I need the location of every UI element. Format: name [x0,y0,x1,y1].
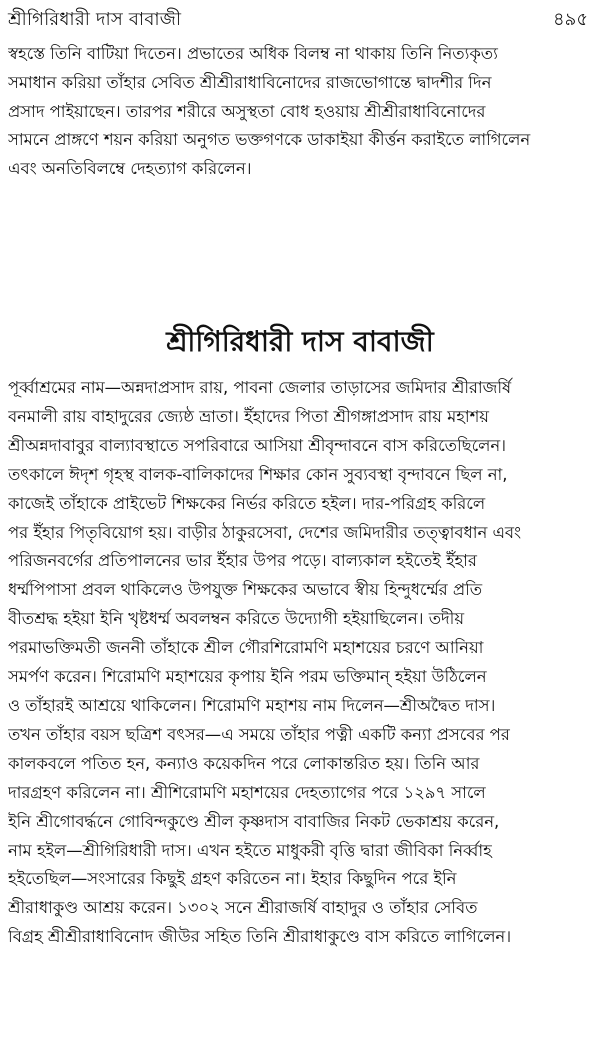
text-line: কালকবলে পতিত হন, কন্যাও কয়েকদিন পরে লোকান্তরিত হয়। তিনি আর [8,753,480,773]
text-line: শ্রীঅন্নদাবাবুর বাল্যাবস্থাতে সপরিবারে আসিয়া শ্রীবৃন্দাবনে বাস করিতেছিলেন। [8,435,507,455]
text-line: তখন তাঁহার বয়স ছত্রিশ বৎসর—এ সময়ে তাঁহার পত্নী একটি কন্যা প্রসবের পর [8,724,510,744]
text-line: পর ইঁহার পিতৃবিয়োগ হয়। বাড়ীর ঠাকুরসেবা, দেশের জমিদারীর তত্ত্বাবধান এবং [8,522,522,542]
text-line: সমর্পণ করেন। শিরোমণি মহাশয়ের কৃপায় ইনি পরম ভক্তিমান্ হইয়া উঠিলেন [8,667,487,687]
text-line: বিগ্রহ শ্রীশ্রীরাধাবিনোদ জীউর সহিত তিনি শ্রীরাধাকুণ্ডে বাস করিতে লাগিলেন। [8,927,512,947]
text-line: ইনি শ্রীগোবর্দ্ধনে গোবিন্দকুণ্ডে শ্রীল কৃষ্ণদাস বাবাজির নিকট ভেকাশ্রয় করেন, [8,811,500,831]
text-line: সমাধান করিয়া তাঁহার সেবিত শ্রীশ্রীরাধাবিনোদের রাজভোগান্তে দ্বাদশীর দিন [8,72,492,92]
section-heading: শ্রীগিরিধারী দাস বাবাজী [166,325,434,358]
text-line: ধর্ম্মপিপাসা প্রবল থাকিলেও উপযুক্ত শিক্ষকের অভাবে স্বীয় হিন্দুধর্ম্মের প্রতি [8,580,483,600]
text-line: শ্রীরাধাকুণ্ড আশ্রয় করেন। ১৩০২ সনে শ্রীরাজর্ষি বাহাদুর ও তাঁহার সেবিত [8,898,478,918]
text-line: হইতেছিল—সংসারের কিছুই গ্রহণ করিতেন না। ইহার কিছুদিন পরে ইনি [8,869,457,889]
text-line: সামনে প্রাঙ্গণে শয়ন করিয়া অনুগত ভক্তগণকে ডাকাইয়া কীর্ত্তন করাইতে লাগিলেন [8,130,531,150]
text-line: পরমাভক্তিমতী জননী তাঁহাকে শ্রীল গৌরশিরোমণি মহাশয়ের চরণে আনিয়া [8,638,484,658]
text-line: এবং অনতিবিলম্বে দেহত্যাগ করিলেন। [8,159,252,179]
page-number: ৪৯৫ [552,8,588,30]
text-line: কাজেই তাঁহাকে প্রাইভেট শিক্ষকের নির্ভর করিতে হইল। দার-পরিগ্রহ করিলে [8,493,486,513]
text-line: স্বহস্তে তিনি বাটিয়া দিতেন। প্রভাতের অধিক বিলম্ব না থাকায় তিনি নিত্যকৃত্য [8,44,498,63]
text-line: নাম হইল—শ্রীগিরিধারী দাস। এখন হইতে মাধুকরী বৃত্তি দ্বারা জীবিকা নির্ব্বাহ [8,840,492,860]
biography-paragraph [8,374,594,952]
text-line: পূর্ব্বাশ্রমের নাম—অন্নদাপ্রসাদ রায়, পাবনা জেলার তাড়াসের জমিদার শ্রীরাজর্ষি [8,378,512,397]
text-line: ও তাঁহারই আশ্রয়ে থাকিলেন। শিরোমণি মহাশয় নাম দিলেন—শ্রীঅদ্বৈত দাস। [8,695,496,715]
running-header-title: শ্রীগিরিধারী দাস বাবাজী [8,8,182,30]
text-line: প্রসাদ পাইয়াছেন। তারপর শরীরে অসুস্থতা বোধ হওয়ায় শ্রীশ্রীরাধাবিনোদের [8,101,486,121]
text-line: তৎকালে ঈদৃশ গৃহস্থ বালক-বালিকাদের শিক্ষার কোন সুব্যবস্থা বৃন্দাবনে ছিল না, [8,464,508,484]
text-line: দারগ্রহণ করিলেন না। শ্রীশিরোমণি মহাশয়ের দেহত্যাগের পরে ১২৯৭ সালে [8,782,486,802]
running-header [8,6,588,34]
text-line: পরিজনবর্গের প্রতিপালনের ভার ইঁহার উপর পড়ে। বাল্যকাল হইতেই ইঁহার [8,551,477,571]
text-line: বনমালী রায় বাহাদুরের জ্যেষ্ঠ ভ্রাতা। ইঁহাদের পিতা শ্রীগঙ্গাপ্রসাদ রায় মহাশয় [8,406,489,426]
text-line: বীতশ্রদ্ধ হইয়া ইনি খৃষ্টধর্ম্ম অবলম্বন করিতে উদ্যোগী হইয়াছিলেন। তদীয় [8,609,465,629]
continuation-paragraph [8,40,594,184]
